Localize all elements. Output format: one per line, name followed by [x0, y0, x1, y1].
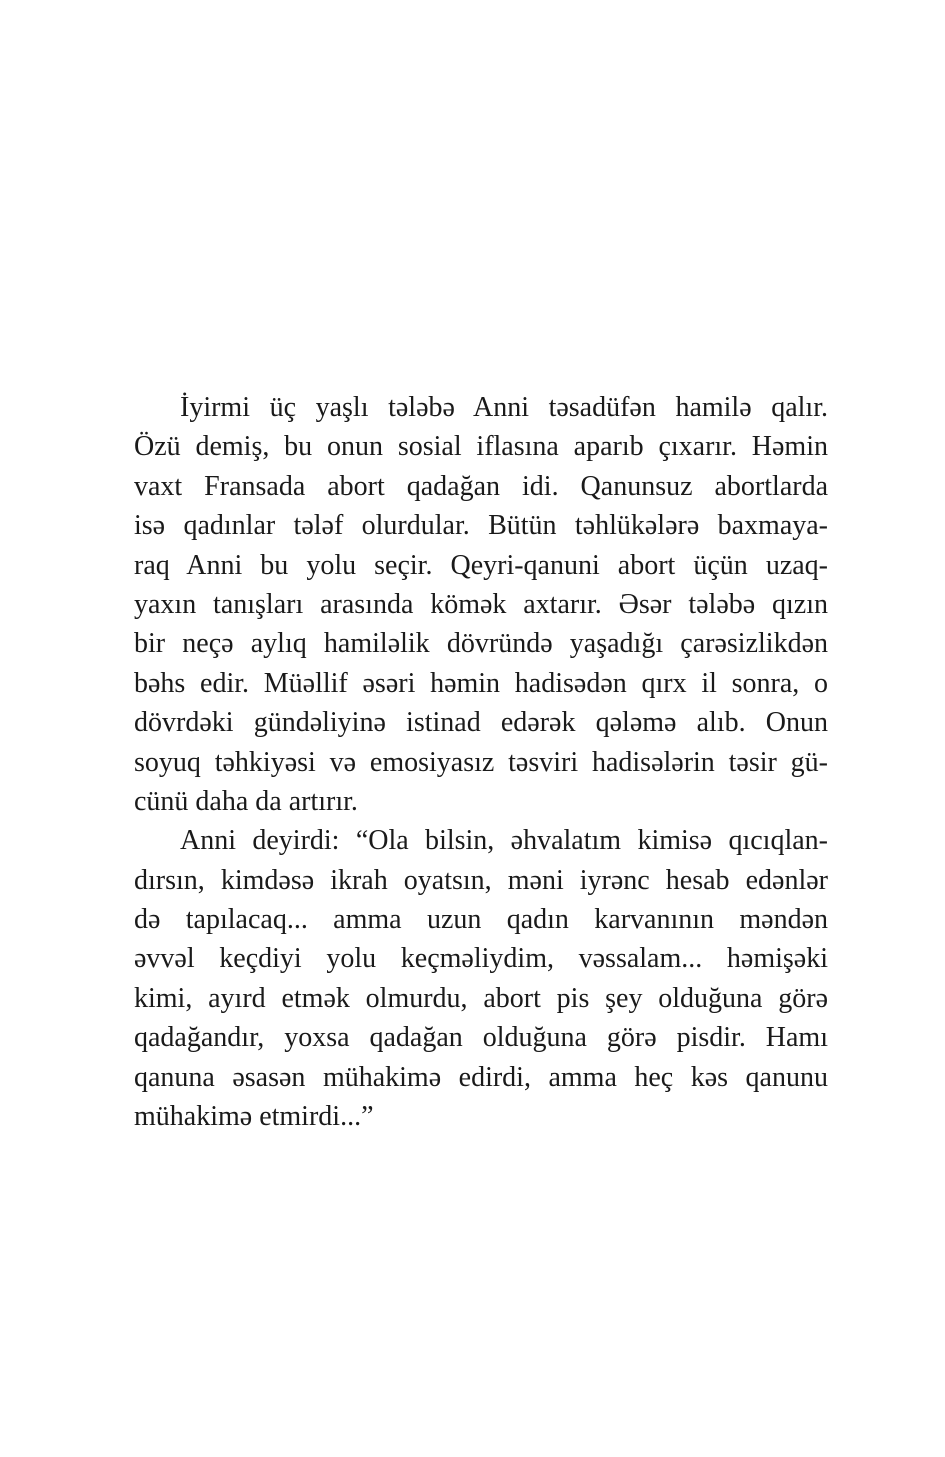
text-line: Özü demiş, bu onun sosial iflasına aparıb çıxarır. Həmin: [134, 431, 828, 463]
text-line: əvvəl keçdiyi yolu keçməliydim, vəssalam... həmişəki: [134, 943, 828, 975]
paragraph-1: [134, 388, 828, 821]
text-line: soyuq təhkiyəsi və emosiyasız təsviri hadisələrin təsir gü-: [134, 746, 828, 778]
text-line: bəhs edir. Müəllif əsəri həmin hadisədən qırx il sonra, o: [134, 667, 828, 699]
text-line: İyirmi üç yaşlı tələbə Anni təsadüfən hamilə qalır.: [180, 392, 828, 423]
text-line: mühakimə etmirdi...”: [134, 1101, 374, 1133]
text-line: dövrdəki gündəliyinə istinad edərək qələmə alıb. Onun: [134, 707, 828, 739]
text-line: bir neçə aylıq hamiləlik dövründə yaşadığı çarəsizlikdən: [134, 628, 828, 660]
text-line: qanuna əsasən mühakimə edirdi, amma heç kəs qanunu: [134, 1061, 828, 1093]
body-text: [134, 388, 828, 1136]
text-line: də tapılacaq... amma uzun qadın karvanının məndən: [134, 904, 828, 936]
paragraph-2: [134, 821, 828, 1136]
text-line: vaxt Fransada abort qadağan idi. Qanunsuz abortlarda: [134, 470, 828, 502]
text-line: kimi, ayırd etmək olmurdu, abort pis şey olduğuna görə: [134, 982, 828, 1014]
text-line: cünü daha da artırır.: [134, 785, 358, 817]
text-line: yaxın tanışları arasında kömək axtarır. Əsər tələbə qızın: [134, 588, 828, 620]
text-line: qadağandır, yoxsa qadağan olduğuna görə pisdir. Hamı: [134, 1022, 828, 1054]
text-line: Anni deyirdi: “Ola bilsin, əhvalatım kimisə qıcıqlan-: [180, 825, 828, 857]
text-line: raq Anni bu yolu seçir. Qeyri-qanuni abort üçün uzaq-: [134, 549, 828, 581]
text-line: dırsın, kimdəsə ikrah oyatsın, məni iyrənc hesab edənlər: [134, 864, 828, 896]
text-line: isə qadınlar tələf olurdular. Bütün təhlükələrə baxmaya-: [134, 510, 828, 542]
